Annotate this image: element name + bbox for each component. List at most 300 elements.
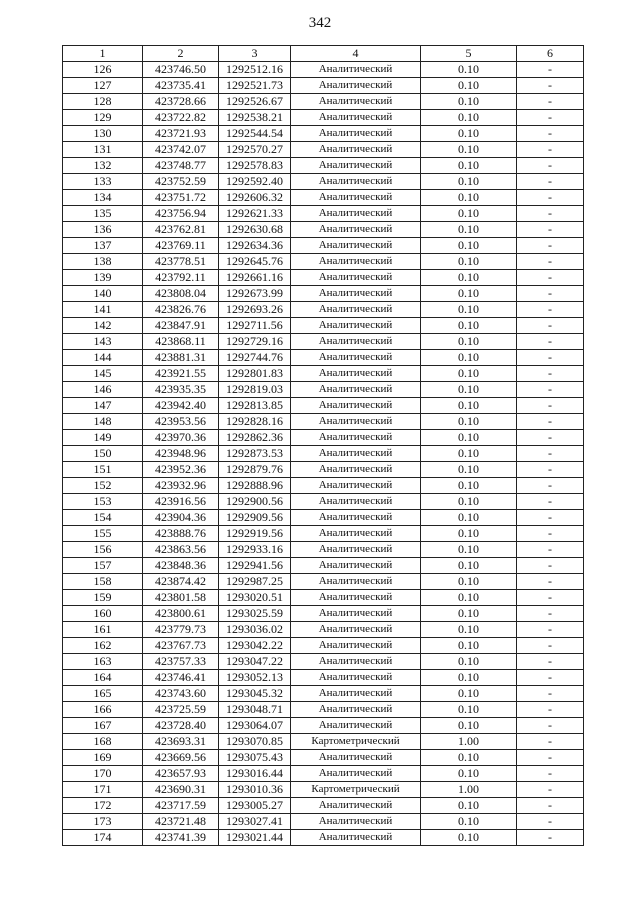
cell-note: -: [517, 702, 584, 718]
cell-point-number: 152: [63, 478, 143, 494]
cell-accuracy: 0.10: [421, 174, 517, 190]
cell-note: -: [517, 318, 584, 334]
cell-accuracy: 1.00: [421, 782, 517, 798]
cell-y-coordinate: 1292570.27: [219, 142, 291, 158]
cell-y-coordinate: 1293048.71: [219, 702, 291, 718]
cell-x-coordinate: 423722.82: [143, 110, 219, 126]
cell-note: -: [517, 174, 584, 190]
cell-note: -: [517, 734, 584, 750]
cell-y-coordinate: 1292941.56: [219, 558, 291, 574]
cell-x-coordinate: 423690.31: [143, 782, 219, 798]
cell-x-coordinate: 423735.41: [143, 78, 219, 94]
cell-x-coordinate: 423826.76: [143, 302, 219, 318]
cell-point-number: 149: [63, 430, 143, 446]
table-header-row: [63, 46, 584, 62]
cell-accuracy: 0.10: [421, 766, 517, 782]
cell-accuracy: 0.10: [421, 462, 517, 478]
table-row: [63, 510, 584, 526]
column-header-point-number: 1: [63, 46, 143, 62]
cell-note: -: [517, 526, 584, 542]
cell-y-coordinate: 1292693.26: [219, 302, 291, 318]
cell-note: -: [517, 558, 584, 574]
cell-x-coordinate: 423751.72: [143, 190, 219, 206]
cell-accuracy: 0.10: [421, 606, 517, 622]
cell-note: -: [517, 830, 584, 846]
cell-x-coordinate: 423762.81: [143, 222, 219, 238]
cell-y-coordinate: 1292862.36: [219, 430, 291, 446]
cell-point-number: 130: [63, 126, 143, 142]
cell-accuracy: 0.10: [421, 302, 517, 318]
cell-y-coordinate: 1293070.85: [219, 734, 291, 750]
cell-method: Аналитический: [291, 206, 421, 222]
cell-note: -: [517, 126, 584, 142]
cell-method: Аналитический: [291, 318, 421, 334]
cell-note: -: [517, 158, 584, 174]
cell-accuracy: 0.10: [421, 110, 517, 126]
cell-y-coordinate: 1292828.16: [219, 414, 291, 430]
cell-note: -: [517, 574, 584, 590]
page-number: 342: [308, 15, 332, 31]
cell-method: Аналитический: [291, 494, 421, 510]
cell-y-coordinate: 1292578.83: [219, 158, 291, 174]
cell-x-coordinate: 423935.35: [143, 382, 219, 398]
cell-x-coordinate: 423693.31: [143, 734, 219, 750]
table-row: [63, 702, 584, 718]
column-header-accuracy: 5: [421, 46, 517, 62]
cell-y-coordinate: 1292819.03: [219, 382, 291, 398]
table-row: [63, 718, 584, 734]
cell-note: -: [517, 638, 584, 654]
table-row: [63, 414, 584, 430]
cell-x-coordinate: 423916.56: [143, 494, 219, 510]
cell-point-number: 139: [63, 270, 143, 286]
cell-accuracy: 0.10: [421, 526, 517, 542]
cell-x-coordinate: 423657.93: [143, 766, 219, 782]
cell-method: Аналитический: [291, 702, 421, 718]
cell-point-number: 126: [63, 62, 143, 78]
cell-method: Аналитический: [291, 606, 421, 622]
cell-method: Аналитический: [291, 814, 421, 830]
cell-y-coordinate: 1293016.44: [219, 766, 291, 782]
cell-x-coordinate: 423874.42: [143, 574, 219, 590]
table-row: [63, 222, 584, 238]
cell-point-number: 163: [63, 654, 143, 670]
table-row: [63, 590, 584, 606]
cell-note: -: [517, 78, 584, 94]
table-row: [63, 206, 584, 222]
cell-accuracy: 0.10: [421, 190, 517, 206]
cell-x-coordinate: 423741.39: [143, 830, 219, 846]
cell-method: Аналитический: [291, 718, 421, 734]
cell-accuracy: 0.10: [421, 430, 517, 446]
cell-point-number: 136: [63, 222, 143, 238]
cell-point-number: 165: [63, 686, 143, 702]
cell-accuracy: 0.10: [421, 142, 517, 158]
cell-x-coordinate: 423669.56: [143, 750, 219, 766]
cell-point-number: 157: [63, 558, 143, 574]
cell-accuracy: 0.10: [421, 206, 517, 222]
cell-y-coordinate: 1292645.76: [219, 254, 291, 270]
cell-y-coordinate: 1292729.16: [219, 334, 291, 350]
cell-method: Аналитический: [291, 510, 421, 526]
table-row: [63, 302, 584, 318]
cell-note: -: [517, 782, 584, 798]
cell-accuracy: 0.10: [421, 510, 517, 526]
cell-point-number: 127: [63, 78, 143, 94]
cell-y-coordinate: 1292711.56: [219, 318, 291, 334]
cell-accuracy: 0.10: [421, 814, 517, 830]
cell-accuracy: 0.10: [421, 334, 517, 350]
cell-point-number: 141: [63, 302, 143, 318]
cell-point-number: 173: [63, 814, 143, 830]
cell-x-coordinate: 423942.40: [143, 398, 219, 414]
table-row: [63, 350, 584, 366]
cell-y-coordinate: 1292606.32: [219, 190, 291, 206]
cell-note: -: [517, 814, 584, 830]
table-row: [63, 366, 584, 382]
cell-note: -: [517, 622, 584, 638]
cell-method: Аналитический: [291, 78, 421, 94]
table-row: [63, 94, 584, 110]
table-row: [63, 238, 584, 254]
cell-method: Аналитический: [291, 478, 421, 494]
cell-accuracy: 0.10: [421, 414, 517, 430]
cell-y-coordinate: 1293036.02: [219, 622, 291, 638]
cell-y-coordinate: 1293027.41: [219, 814, 291, 830]
cell-point-number: 159: [63, 590, 143, 606]
table-row: [63, 334, 584, 350]
cell-x-coordinate: 423742.07: [143, 142, 219, 158]
table-row: [63, 542, 584, 558]
cell-x-coordinate: 423808.04: [143, 286, 219, 302]
cell-y-coordinate: 1292879.76: [219, 462, 291, 478]
cell-method: Аналитический: [291, 350, 421, 366]
cell-method: Аналитический: [291, 126, 421, 142]
cell-point-number: 154: [63, 510, 143, 526]
cell-method: Аналитический: [291, 286, 421, 302]
table-row: [63, 814, 584, 830]
cell-y-coordinate: 1292661.16: [219, 270, 291, 286]
cell-method: Аналитический: [291, 110, 421, 126]
cell-accuracy: 0.10: [421, 446, 517, 462]
cell-note: -: [517, 62, 584, 78]
cell-note: -: [517, 510, 584, 526]
cell-y-coordinate: 1292592.40: [219, 174, 291, 190]
cell-x-coordinate: 423904.36: [143, 510, 219, 526]
cell-point-number: 134: [63, 190, 143, 206]
cell-x-coordinate: 423868.11: [143, 334, 219, 350]
cell-method: Аналитический: [291, 142, 421, 158]
table-body: [63, 62, 584, 846]
cell-x-coordinate: 423746.41: [143, 670, 219, 686]
cell-y-coordinate: 1292900.56: [219, 494, 291, 510]
cell-note: -: [517, 606, 584, 622]
cell-note: -: [517, 350, 584, 366]
cell-y-coordinate: 1292512.16: [219, 62, 291, 78]
cell-y-coordinate: 1292521.73: [219, 78, 291, 94]
cell-y-coordinate: 1293052.13: [219, 670, 291, 686]
cell-point-number: 161: [63, 622, 143, 638]
table-row: [63, 606, 584, 622]
cell-note: -: [517, 366, 584, 382]
cell-method: Картометрический: [291, 782, 421, 798]
cell-method: Аналитический: [291, 238, 421, 254]
cell-point-number: 155: [63, 526, 143, 542]
table-row: [63, 766, 584, 782]
cell-point-number: 144: [63, 350, 143, 366]
cell-note: -: [517, 478, 584, 494]
table-row: [63, 382, 584, 398]
cell-y-coordinate: 1293045.32: [219, 686, 291, 702]
cell-note: -: [517, 798, 584, 814]
cell-point-number: 138: [63, 254, 143, 270]
cell-point-number: 160: [63, 606, 143, 622]
cell-x-coordinate: 423881.31: [143, 350, 219, 366]
cell-note: -: [517, 190, 584, 206]
cell-method: Аналитический: [291, 638, 421, 654]
cell-accuracy: 0.10: [421, 382, 517, 398]
cell-point-number: 174: [63, 830, 143, 846]
cell-y-coordinate: 1293047.22: [219, 654, 291, 670]
cell-y-coordinate: 1293020.51: [219, 590, 291, 606]
cell-point-number: 162: [63, 638, 143, 654]
cell-method: Аналитический: [291, 526, 421, 542]
cell-x-coordinate: 423748.77: [143, 158, 219, 174]
cell-note: -: [517, 670, 584, 686]
cell-note: -: [517, 206, 584, 222]
cell-point-number: 135: [63, 206, 143, 222]
cell-point-number: 132: [63, 158, 143, 174]
cell-accuracy: 0.10: [421, 478, 517, 494]
table-row: [63, 782, 584, 798]
table-row: [63, 190, 584, 206]
cell-point-number: 137: [63, 238, 143, 254]
cell-x-coordinate: 423847.91: [143, 318, 219, 334]
cell-x-coordinate: 423778.51: [143, 254, 219, 270]
table-row: [63, 750, 584, 766]
cell-y-coordinate: 1292909.56: [219, 510, 291, 526]
cell-note: -: [517, 494, 584, 510]
cell-point-number: 150: [63, 446, 143, 462]
cell-accuracy: 0.10: [421, 94, 517, 110]
cell-note: -: [517, 686, 584, 702]
cell-accuracy: 0.10: [421, 78, 517, 94]
cell-method: Аналитический: [291, 654, 421, 670]
cell-method: Аналитический: [291, 542, 421, 558]
cell-accuracy: 0.10: [421, 318, 517, 334]
cell-note: -: [517, 462, 584, 478]
table-row: [63, 686, 584, 702]
column-header-x-coordinate: 2: [143, 46, 219, 62]
cell-method: Аналитический: [291, 590, 421, 606]
table-row: [63, 270, 584, 286]
cell-x-coordinate: 423792.11: [143, 270, 219, 286]
cell-x-coordinate: 423752.59: [143, 174, 219, 190]
cell-point-number: 147: [63, 398, 143, 414]
cell-x-coordinate: 423769.11: [143, 238, 219, 254]
cell-accuracy: 0.10: [421, 686, 517, 702]
cell-note: -: [517, 750, 584, 766]
cell-method: Аналитический: [291, 798, 421, 814]
cell-y-coordinate: 1293021.44: [219, 830, 291, 846]
column-header-y-coordinate: 3: [219, 46, 291, 62]
cell-x-coordinate: 423948.96: [143, 446, 219, 462]
cell-point-number: 131: [63, 142, 143, 158]
cell-accuracy: 0.10: [421, 238, 517, 254]
cell-x-coordinate: 423767.73: [143, 638, 219, 654]
cell-note: -: [517, 542, 584, 558]
cell-point-number: 156: [63, 542, 143, 558]
cell-method: Аналитический: [291, 622, 421, 638]
cell-accuracy: 0.10: [421, 62, 517, 78]
cell-note: -: [517, 382, 584, 398]
table-row: [63, 830, 584, 846]
cell-point-number: 128: [63, 94, 143, 110]
cell-x-coordinate: 423863.56: [143, 542, 219, 558]
cell-accuracy: 0.10: [421, 270, 517, 286]
table-row: [63, 798, 584, 814]
cell-accuracy: 0.10: [421, 622, 517, 638]
cell-method: Аналитический: [291, 750, 421, 766]
cell-point-number: 169: [63, 750, 143, 766]
table-row: [63, 526, 584, 542]
coordinates-table: [62, 45, 584, 846]
cell-note: -: [517, 110, 584, 126]
cell-method: Аналитический: [291, 302, 421, 318]
table-row: [63, 430, 584, 446]
cell-method: Аналитический: [291, 398, 421, 414]
cell-x-coordinate: 423756.94: [143, 206, 219, 222]
cell-point-number: 148: [63, 414, 143, 430]
table-row: [63, 318, 584, 334]
cell-method: Аналитический: [291, 334, 421, 350]
cell-note: -: [517, 718, 584, 734]
cell-x-coordinate: 423728.66: [143, 94, 219, 110]
cell-note: -: [517, 142, 584, 158]
cell-accuracy: 0.10: [421, 286, 517, 302]
cell-accuracy: 0.10: [421, 702, 517, 718]
cell-x-coordinate: 423721.93: [143, 126, 219, 142]
table-row: [63, 110, 584, 126]
cell-point-number: 143: [63, 334, 143, 350]
cell-method: Аналитический: [291, 94, 421, 110]
cell-note: -: [517, 590, 584, 606]
cell-y-coordinate: 1292888.96: [219, 478, 291, 494]
cell-method: Аналитический: [291, 190, 421, 206]
cell-x-coordinate: 423728.40: [143, 718, 219, 734]
cell-point-number: 145: [63, 366, 143, 382]
cell-y-coordinate: 1293064.07: [219, 718, 291, 734]
cell-method: Аналитический: [291, 174, 421, 190]
cell-note: -: [517, 270, 584, 286]
cell-y-coordinate: 1292634.36: [219, 238, 291, 254]
cell-point-number: 146: [63, 382, 143, 398]
cell-accuracy: 0.10: [421, 798, 517, 814]
cell-y-coordinate: 1293075.43: [219, 750, 291, 766]
cell-point-number: 172: [63, 798, 143, 814]
table-row: [63, 734, 584, 750]
cell-point-number: 168: [63, 734, 143, 750]
cell-accuracy: 0.10: [421, 494, 517, 510]
cell-y-coordinate: 1292544.54: [219, 126, 291, 142]
cell-point-number: 133: [63, 174, 143, 190]
cell-accuracy: 0.10: [421, 670, 517, 686]
cell-y-coordinate: 1292813.85: [219, 398, 291, 414]
cell-accuracy: 0.10: [421, 350, 517, 366]
cell-note: -: [517, 302, 584, 318]
cell-note: -: [517, 254, 584, 270]
cell-point-number: 167: [63, 718, 143, 734]
table-row: [63, 62, 584, 78]
cell-x-coordinate: 423717.59: [143, 798, 219, 814]
cell-accuracy: 0.10: [421, 222, 517, 238]
cell-method: Аналитический: [291, 254, 421, 270]
cell-method: Аналитический: [291, 366, 421, 382]
cell-note: -: [517, 654, 584, 670]
cell-x-coordinate: 423970.36: [143, 430, 219, 446]
cell-note: -: [517, 222, 584, 238]
table-row: [63, 174, 584, 190]
table-row: [63, 142, 584, 158]
cell-x-coordinate: 423848.36: [143, 558, 219, 574]
cell-method: Аналитический: [291, 430, 421, 446]
table-row: [63, 254, 584, 270]
cell-x-coordinate: 423757.33: [143, 654, 219, 670]
cell-y-coordinate: 1292873.53: [219, 446, 291, 462]
cell-x-coordinate: 423721.48: [143, 814, 219, 830]
table-row: [63, 78, 584, 94]
table-row: [63, 494, 584, 510]
cell-method: Аналитический: [291, 414, 421, 430]
cell-note: -: [517, 766, 584, 782]
cell-accuracy: 0.10: [421, 574, 517, 590]
table-row: [63, 558, 584, 574]
table-row: [63, 126, 584, 142]
cell-point-number: 164: [63, 670, 143, 686]
table-row: [63, 158, 584, 174]
cell-point-number: 158: [63, 574, 143, 590]
cell-method: Аналитический: [291, 446, 421, 462]
cell-y-coordinate: 1292621.33: [219, 206, 291, 222]
table-row: [63, 398, 584, 414]
column-header-method: 4: [291, 46, 421, 62]
cell-note: -: [517, 238, 584, 254]
cell-x-coordinate: 423779.73: [143, 622, 219, 638]
cell-y-coordinate: 1292630.68: [219, 222, 291, 238]
cell-accuracy: 1.00: [421, 734, 517, 750]
cell-accuracy: 0.10: [421, 158, 517, 174]
cell-note: -: [517, 446, 584, 462]
cell-x-coordinate: 423932.96: [143, 478, 219, 494]
cell-point-number: 170: [63, 766, 143, 782]
cell-method: Аналитический: [291, 158, 421, 174]
cell-point-number: 166: [63, 702, 143, 718]
table-row: [63, 478, 584, 494]
cell-y-coordinate: 1293005.27: [219, 798, 291, 814]
cell-method: Аналитический: [291, 62, 421, 78]
cell-method: Аналитический: [291, 670, 421, 686]
cell-method: Аналитический: [291, 382, 421, 398]
cell-y-coordinate: 1292987.25: [219, 574, 291, 590]
cell-y-coordinate: 1292538.21: [219, 110, 291, 126]
cell-point-number: 153: [63, 494, 143, 510]
cell-x-coordinate: 423888.76: [143, 526, 219, 542]
cell-y-coordinate: 1292801.83: [219, 366, 291, 382]
cell-accuracy: 0.10: [421, 398, 517, 414]
cell-y-coordinate: 1293010.36: [219, 782, 291, 798]
cell-method: Аналитический: [291, 558, 421, 574]
cell-accuracy: 0.10: [421, 830, 517, 846]
